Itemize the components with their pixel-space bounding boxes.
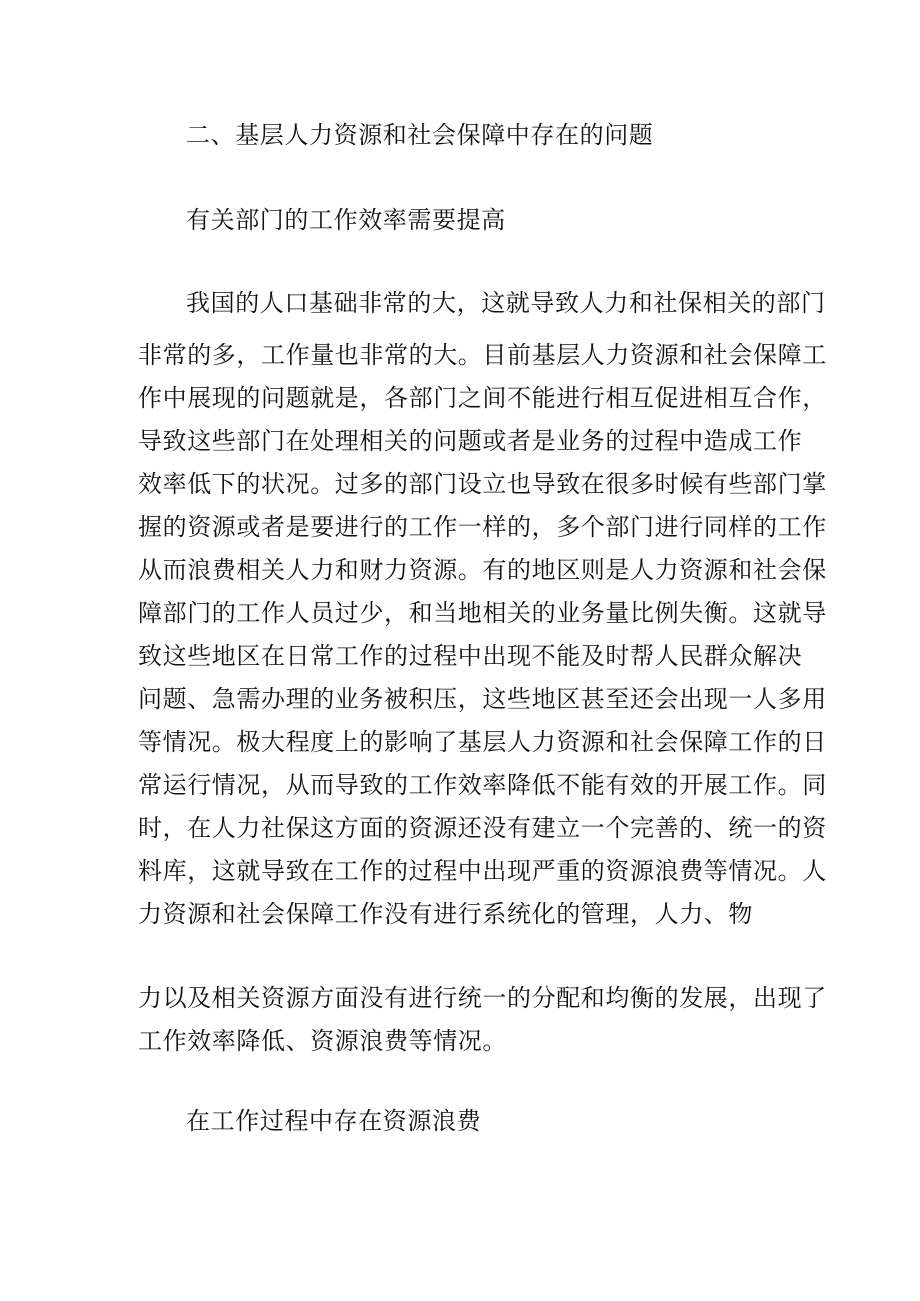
paragraph-line: 作中展现的问题就是，各部门之间不能进行相互促进相互合作， <box>138 384 827 412</box>
paragraph-line: 握的资源或者是要进行的工作一样的，多个部门进行同样的工作 <box>138 513 827 541</box>
paragraph-line: 料库，这就导致在工作的过程中出现严重的资源浪费等情况。人 <box>138 857 827 885</box>
paragraph-line: 常运行情况，从而导致的工作效率降低不能有效的开展工作。同 <box>138 771 827 799</box>
paragraph-line: 障部门的工作人员过少，和当地相关的业务量比例失衡。这就导 <box>138 599 827 627</box>
paragraph-line: 导致这些部门在处理相关的问题或者是业务的过程中造成工作 <box>138 427 803 455</box>
subheading-work-efficiency: 有关部门的工作效率需要提高 <box>186 206 506 234</box>
paragraph-line: 致这些地区在日常工作的过程中出现不能及时帮人民群众解决 <box>138 642 803 670</box>
paragraph-line: 从而浪费相关人力和财力资源。有的地区则是人力资源和社会保 <box>138 556 827 584</box>
paragraph-line: 效率低下的状况。过多的部门设立也导致在很多时候有些部门掌 <box>138 470 827 498</box>
paragraph-line: 工作效率降低、资源浪费等情况。 <box>138 1027 507 1055</box>
paragraph-line: 时，在人力社保这方面的资源还没有建立一个完善的、统一的资 <box>138 814 827 842</box>
section-heading: 二、基层人力资源和社会保障中存在的问题 <box>186 121 654 149</box>
paragraph-line: 非常的多，工作量也非常的大。目前基层人力资源和社会保障工 <box>138 341 827 369</box>
paragraph-line: 问题、急需办理的业务被积压，这些地区甚至还会出现一人多用 <box>138 685 827 713</box>
paragraph-line: 力以及相关资源方面没有进行统一的分配和均衡的发展，出现了 <box>138 984 827 1012</box>
subheading-resource-waste: 在工作过程中存在资源浪费 <box>186 1107 482 1135</box>
paragraph-line: 力资源和社会保障工作没有进行系统化的管理，人力、物 <box>138 900 753 928</box>
paragraph-line: 我国的人口基础非常的大，这就导致人力和社保相关的部门 <box>186 289 826 317</box>
paragraph-line: 等情况。极大程度上的影响了基层人力资源和社会保障工作的日 <box>138 728 827 756</box>
